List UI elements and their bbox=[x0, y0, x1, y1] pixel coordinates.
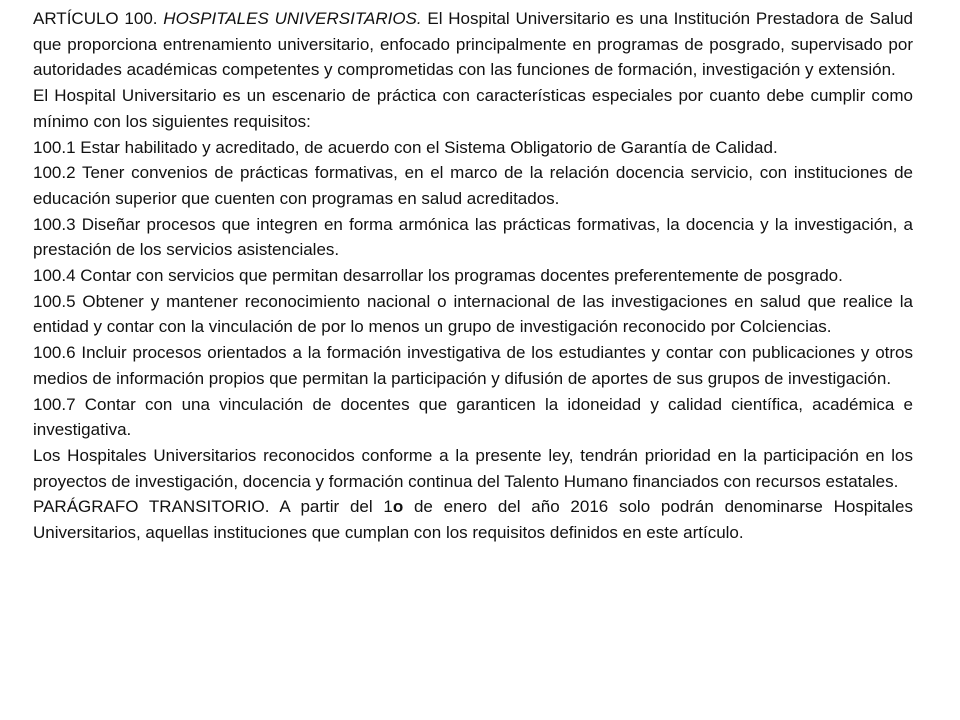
article-paragraph bbox=[33, 6, 913, 83]
requirement-item: 100.7 Contar con una vinculación de docentes que garanticen la idoneidad y calidad científica, académica e investigativa. bbox=[33, 394, 913, 440]
document-body bbox=[33, 6, 913, 546]
transitory-after: de enero del año 2016 solo podrán denominarse Hospitales Universitarios, aquellas instituciones que cumplan con los requisitos definidos en este artículo. bbox=[33, 497, 913, 543]
requirement-item: 100.5 Obtener y mantener reconocimiento nacional o internacional de las investigaciones en salud que realice la entidad y contar con la vinculación de por lo menos un grupo de investigación reconocido por Colciencias. bbox=[33, 291, 913, 337]
priority-paragraph: Los Hospitales Universitarios reconocidos conforme a la presente ley, tendrán prioridad en la participación en los proyectos de investigación, docencia y formación continua del Talento Humano financiados con recursos estatales. bbox=[33, 445, 913, 491]
article-title: HOSPITALES UNIVERSITARIOS. bbox=[163, 9, 422, 28]
transitory-ordinal: o bbox=[392, 497, 404, 517]
article-prefix: ARTÍCULO 100. bbox=[33, 9, 158, 28]
requirement-item: 100.2 Tener convenios de prácticas formativas, en el marco de la relación docencia servicio, con instituciones de educación superior que cuenten con programas en salud acreditados. bbox=[33, 163, 913, 208]
requirement-item: 100.1 Estar habilitado y acreditado, de acuerdo con el Sistema Obligatorio de Garantía de Calidad. bbox=[33, 137, 778, 157]
requirement-item: 100.3 Diseñar procesos que integren en forma armónica las prácticas formativas, la docencia y la investigación, a prestación de los servicios asistenciales. bbox=[33, 214, 913, 260]
transitory-before: PARÁGRAFO TRANSITORIO. A partir del 1 bbox=[33, 497, 393, 517]
transitory-paragraph bbox=[33, 494, 913, 545]
requirement-item: 100.6 Incluir procesos orientados a la formación investigativa de los estudiantes y contar con publicaciones y otros medios de información propios que permitan la participación y difusión de aportes de sus grupos de investigación. bbox=[33, 343, 913, 388]
article-intro: El Hospital Universitario es una Institución Prestadora de Salud que proporciona entrenamiento universitario, enfocado principalmente en programas de posgrado, supervisado por autoridades académicas competentes y comprometidas con las funciones de formación, investigación y extensión. bbox=[33, 9, 913, 80]
requirement-item: 100.4 Contar con servicios que permitan desarrollar los programas docentes preferentemente de posgrado. bbox=[33, 266, 843, 286]
requirements-intro: El Hospital Universitario es un escenario de práctica con características especiales por cuanto debe cumplir como mínimo con los siguientes requisitos: bbox=[33, 86, 913, 131]
